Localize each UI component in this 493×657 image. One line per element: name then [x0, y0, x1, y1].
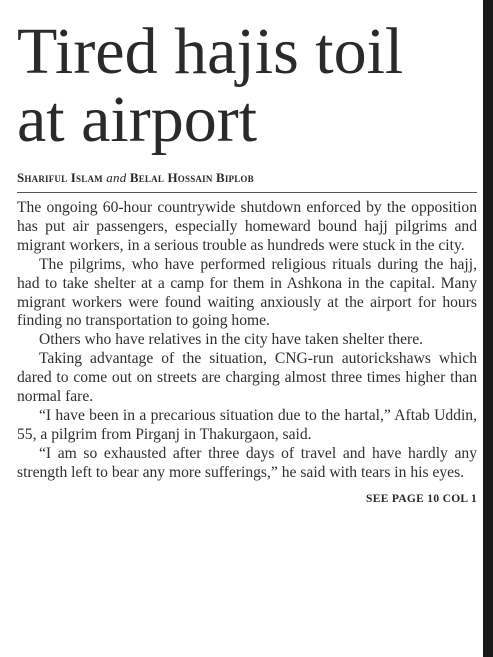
author-2: Belal Hossain Biplob: [129, 170, 254, 185]
headline-line-2: at airport: [17, 83, 258, 156]
paragraph-2: The pilgrims, who have performed religious rituals during the hajj, had to take shelter at a camp for them in Ashkona in the capital. Many migrant workers were found waiting anxiously at the airport for hours finding no transportation to going home.: [17, 255, 477, 330]
paragraph-1: The ongoing 60-hour countrywide shutdown enforced by the opposition has put air passengers, especially homeward bound hajj pilgrims and migrant workers, in a serious trouble as hundreds were stuck in the city.: [17, 199, 477, 254]
byline: [17, 170, 477, 193]
page-edge-bar: [483, 0, 493, 657]
paragraph-3: Others who have relatives in the city have taken shelter there.: [39, 331, 424, 349]
paragraph-6: “I am so exhausted after three days of travel and have hardly any strength left to bear any more sufferings,” he said with tears in his eyes.: [17, 444, 477, 481]
byline-conjunction: and: [106, 170, 127, 185]
article-body: [17, 199, 477, 483]
news-article: [17, 0, 477, 505]
headline: [17, 0, 477, 154]
author-1: Shariful Islam: [17, 170, 103, 185]
paragraph-4: Taking advantage of the situation, CNG-run autorickshaws which dared to come out on streets are charging almost three times higher than normal fare.: [17, 350, 477, 406]
paragraph-5: “I have been in a precarious situation due to the hartal,” Aftab Uddin, 55, a pilgrim from Pirganj in Thakurgaon, said.: [17, 406, 477, 443]
headline-line-1: Tired hajis toil: [17, 15, 404, 88]
continuation-note: SEE PAGE 10 COL 1: [366, 492, 477, 505]
